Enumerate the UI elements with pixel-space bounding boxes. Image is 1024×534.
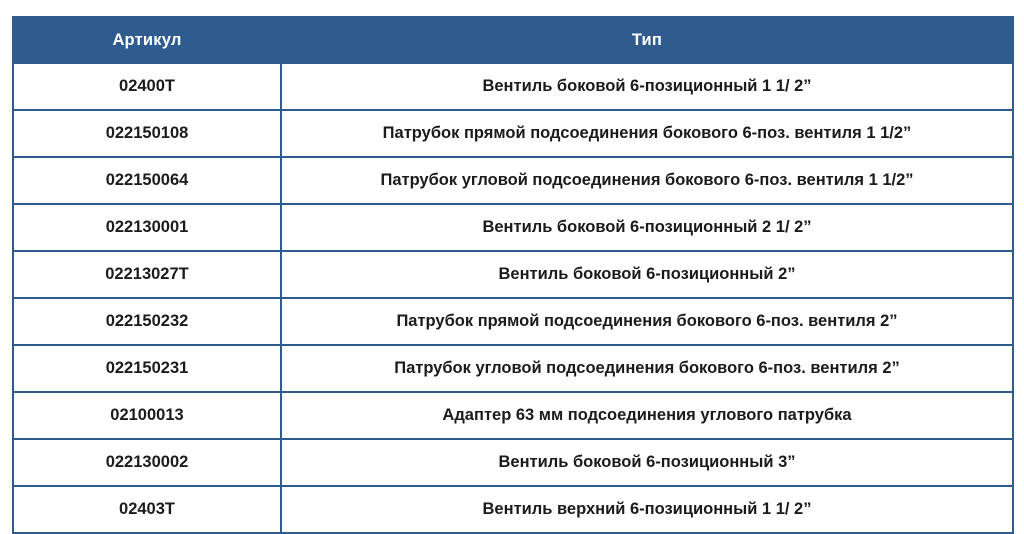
- table-row: [13, 298, 1013, 345]
- cell-article: 022150108: [13, 110, 281, 157]
- cell-article: 02400T: [13, 63, 281, 110]
- cell-type: Патрубок прямой подсоединения бокового 6-поз. вентиля 2”: [281, 298, 1013, 345]
- table-row: [13, 63, 1013, 110]
- cell-type: Вентиль боковой 6-позиционный 2 1/ 2”: [281, 204, 1013, 251]
- column-header-type: Тип: [281, 17, 1013, 63]
- cell-article: 02403T: [13, 486, 281, 533]
- table-header-row: [13, 17, 1013, 63]
- table-row: [13, 251, 1013, 298]
- table-row: [13, 486, 1013, 533]
- cell-type: Патрубок угловой подсоединения бокового 6-поз. вентиля 1 1/2”: [281, 157, 1013, 204]
- cell-type: Патрубок прямой подсоединения бокового 6-поз. вентиля 1 1/2”: [281, 110, 1013, 157]
- cell-type: Вентиль верхний 6-позиционный 1 1/ 2”: [281, 486, 1013, 533]
- cell-type: Патрубок угловой подсоединения бокового 6-поз. вентиля 2”: [281, 345, 1013, 392]
- table-header: [13, 17, 1013, 63]
- table-row: [13, 110, 1013, 157]
- cell-article: 022130002: [13, 439, 281, 486]
- cell-type: Адаптер 63 мм подсоединения углового патрубка: [281, 392, 1013, 439]
- table-row: [13, 392, 1013, 439]
- column-header-article: Артикул: [13, 17, 281, 63]
- cell-article: 022150232: [13, 298, 281, 345]
- cell-type: Вентиль боковой 6-позиционный 3”: [281, 439, 1013, 486]
- cell-article: 022150231: [13, 345, 281, 392]
- cell-article: 022130001: [13, 204, 281, 251]
- specification-table: [12, 16, 1014, 534]
- cell-type: Вентиль боковой 6-позиционный 2”: [281, 251, 1013, 298]
- cell-article: 022150064: [13, 157, 281, 204]
- table-row: [13, 157, 1013, 204]
- cell-article: 02213027T: [13, 251, 281, 298]
- table-row: [13, 345, 1013, 392]
- table-row: [13, 204, 1013, 251]
- table-body: [13, 63, 1013, 533]
- cell-article: 02100013: [13, 392, 281, 439]
- table-row: [13, 439, 1013, 486]
- cell-type: Вентиль боковой 6-позиционный 1 1/ 2”: [281, 63, 1013, 110]
